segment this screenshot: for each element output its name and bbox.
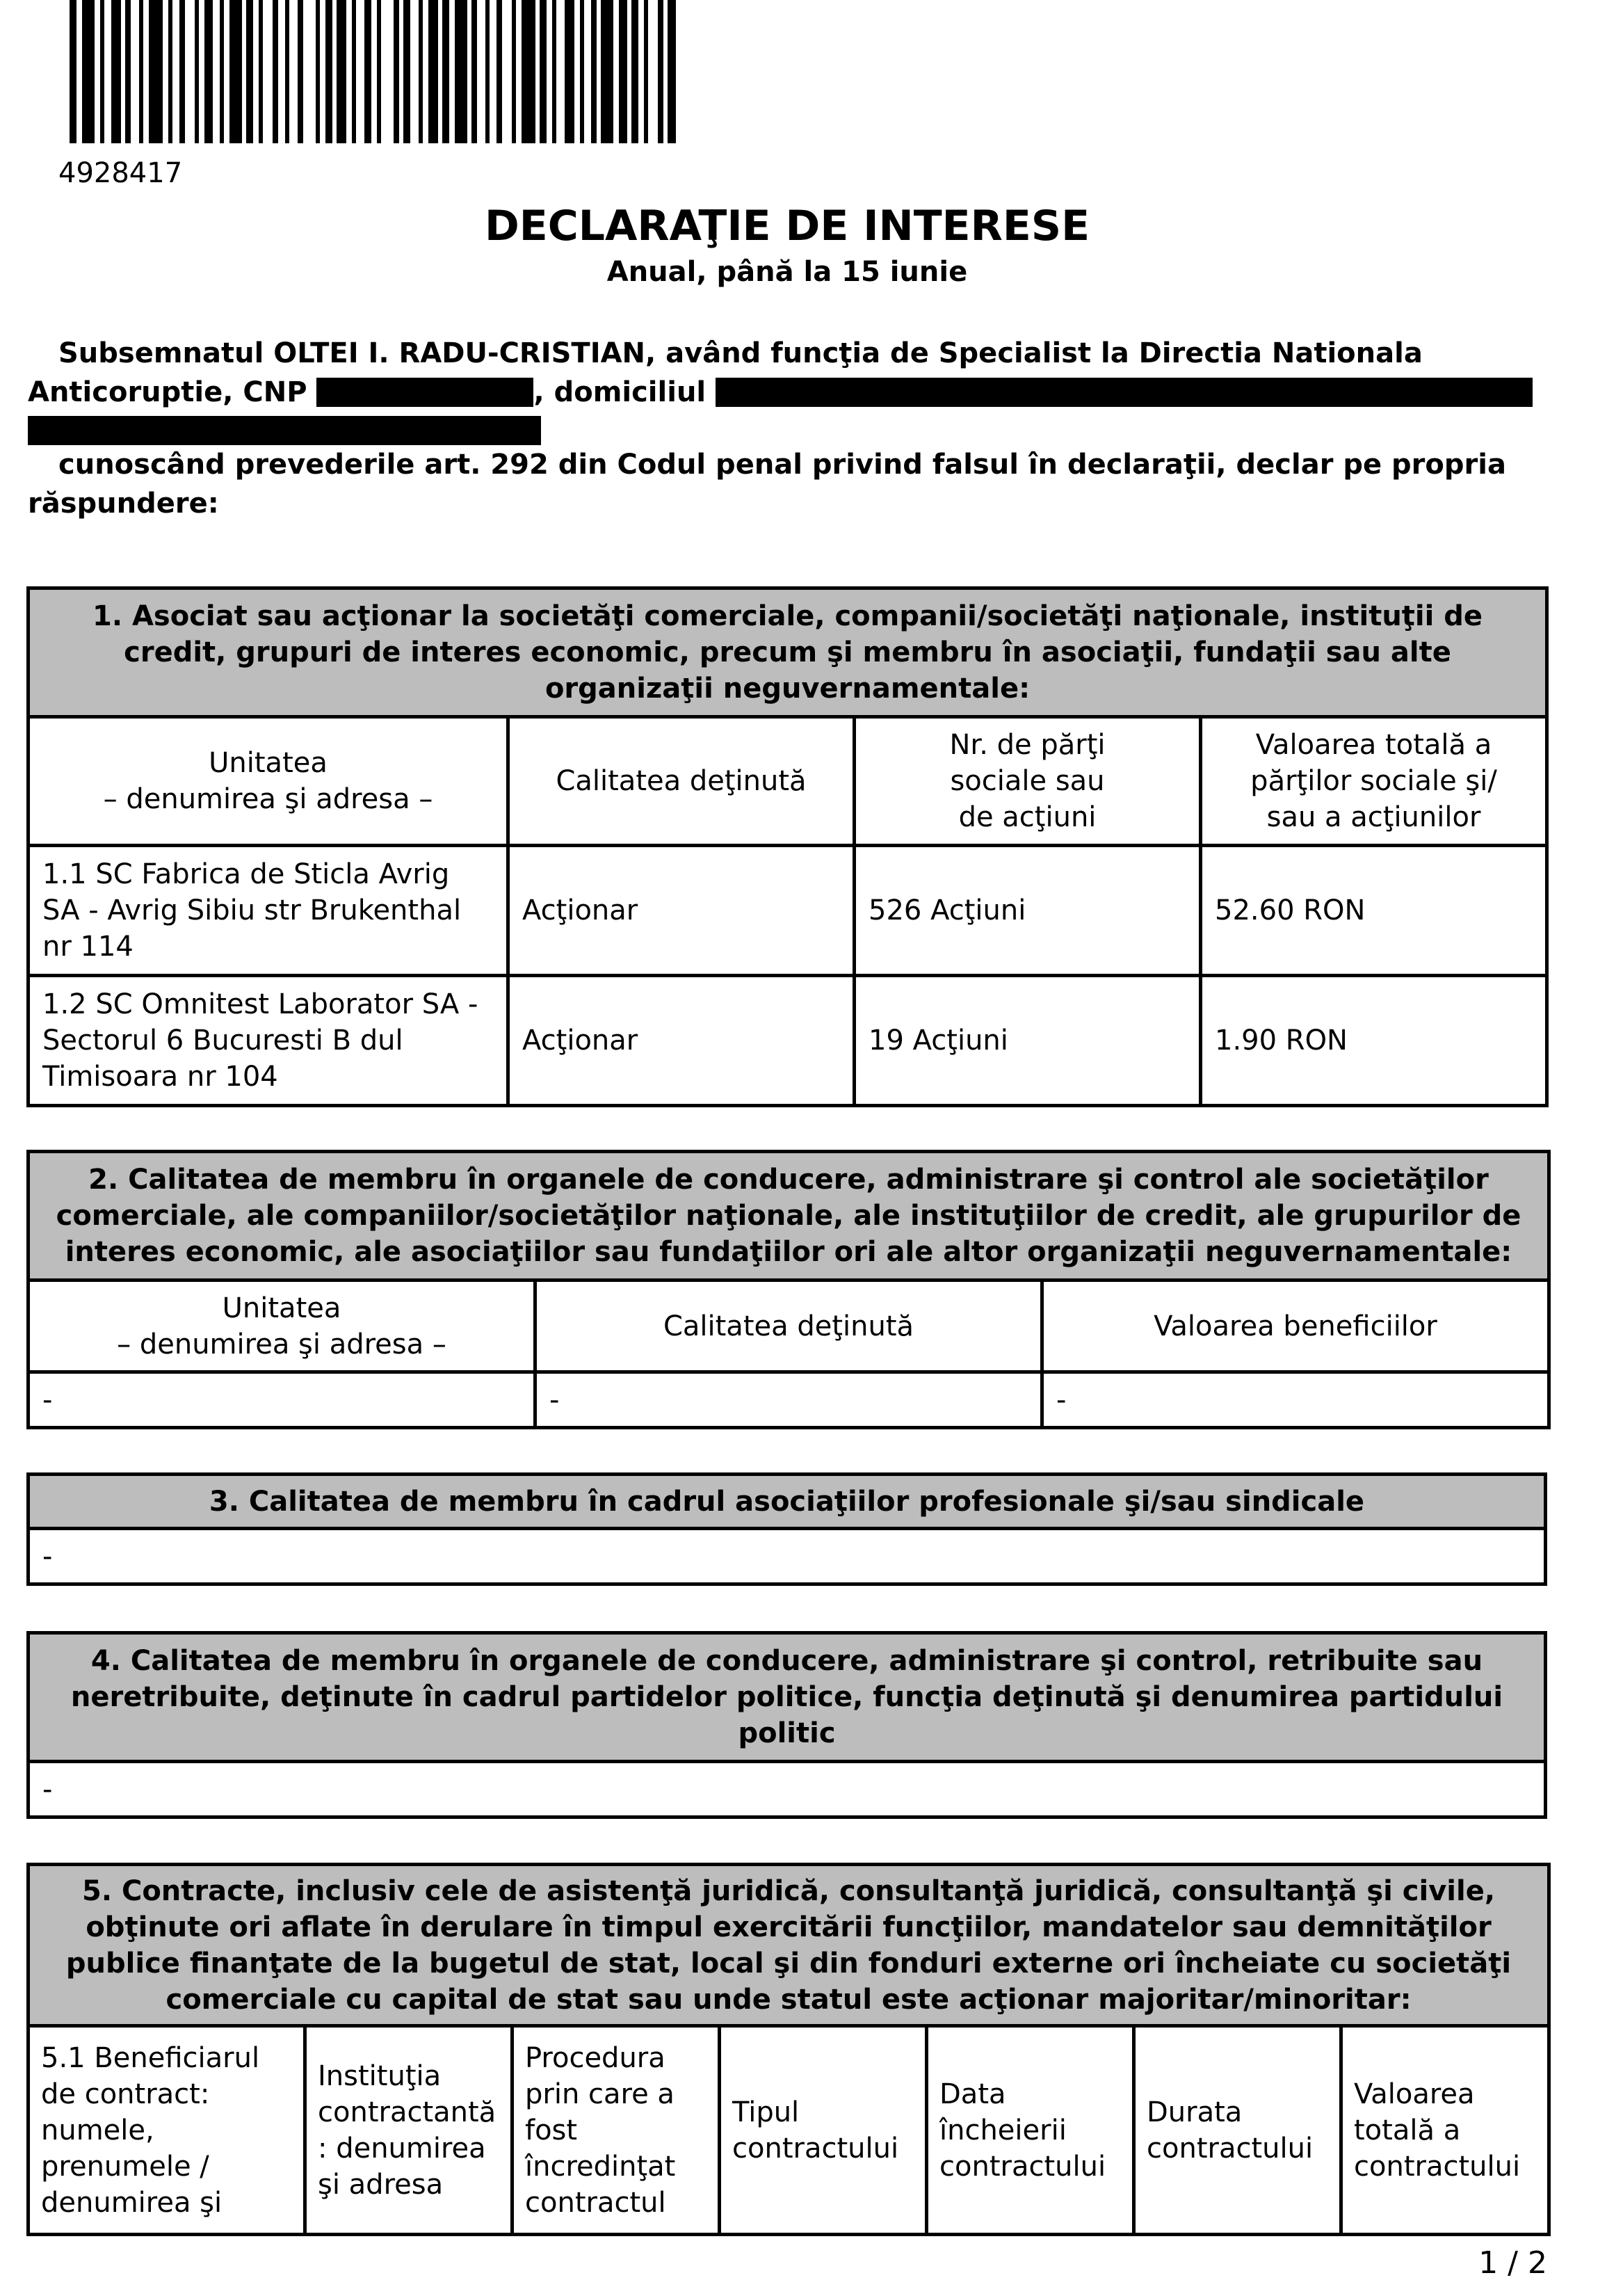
section-3-table	[26, 1472, 1547, 1586]
barcode-bar	[442, 0, 449, 143]
barcode-bar	[449, 0, 455, 143]
barcode-bar	[471, 0, 477, 143]
table-row	[29, 976, 1547, 1106]
barcode-bar	[172, 0, 179, 143]
barcode-bar	[298, 0, 303, 143]
redacted-address-continued	[28, 416, 541, 445]
barcode-bar	[556, 0, 565, 143]
barcode-bar	[246, 0, 253, 143]
barcode-bar	[477, 0, 485, 143]
column-header-durata: Durata contractului	[1134, 2026, 1341, 2235]
barcode-bar	[131, 0, 139, 143]
barcode-bar	[111, 0, 121, 143]
column-header-institutia: Instituţia contractantă : denumirea şi adresa	[305, 2026, 512, 2235]
barcode-bar	[163, 0, 168, 143]
barcode-bar	[403, 0, 410, 143]
section-3-title: 3. Calitatea de membru în cadrul asociaţiilor profesionale şi/sau sindicale	[29, 1475, 1546, 1529]
cell-valoare: -	[1042, 1372, 1549, 1428]
barcode-bar	[213, 0, 220, 143]
redacted-cnp	[316, 378, 533, 407]
cell-unitate: 1.2 SC Omnitest Laborator SA - Sectorul 6 Bucuresti B dul Timisoara nr 104	[29, 976, 508, 1106]
barcode-bar	[676, 0, 683, 143]
column-header-unitate: Unitatea – denumirea şi adresa –	[29, 717, 508, 846]
table-row	[29, 1372, 1549, 1428]
column-header-valoare-beneficii: Valoarea beneficiilor	[1042, 1281, 1549, 1372]
redacted-address	[716, 378, 1533, 407]
cell-valoare: 1.90 RON	[1201, 976, 1547, 1106]
column-header-procedura: Procedura prin care a fost încredinţat contractul	[512, 2026, 720, 2235]
section-2-table	[26, 1150, 1551, 1429]
barcode-bar	[199, 0, 204, 143]
cell-unitate: 1.1 SC Fabrica de Sticla Avrig SA - Avrig Sibiu str Brukenthal nr 114	[29, 846, 508, 976]
column-header-nr-parti: Nr. de părţi sociale sau de acţiuni	[855, 717, 1201, 846]
declaration-intro	[28, 334, 1551, 412]
barcode-bar	[668, 0, 676, 143]
barcode-bar	[490, 0, 496, 143]
cnp-label: Anticoruptie, CNP	[28, 376, 307, 408]
barcode-bar	[565, 0, 574, 143]
barcode-bar	[574, 0, 580, 143]
section-5-title: 5. Contracte, inclusiv cele de asistenţă juridică, consultanţă juridică, consultanţă şi civile, obţinute ori aflate în derulare în timpul exercitării funcţiilor, mandatelor sau demnităţilor publice finanţate de la bugetul de stat, local şi din fonduri externe ori încheiate cu societăţi comerciale cu capital de stat sau unde statul este acţionar majoritar/minoritar:	[29, 1865, 1549, 2026]
barcode-bar	[224, 0, 229, 143]
barcode-bar	[364, 0, 371, 143]
barcode-bar	[547, 0, 552, 143]
section-1-title: 1. Asociat sau acţionar la societăţi comerciale, companii/societăţi naţionale, instituţii de credit, grupuri de interes economic, precum şi membru în asociaţii, fundaţii sau alte organizaţii neguvernamentale:	[29, 588, 1547, 717]
cell-calitate: -	[535, 1372, 1042, 1428]
barcode-bar	[143, 0, 149, 143]
barcode-bar	[263, 0, 273, 143]
table-row	[29, 846, 1547, 976]
section-1-table	[26, 586, 1549, 1107]
barcode-bar	[516, 0, 522, 143]
barcode-bar	[428, 0, 438, 143]
barcode-bar	[371, 0, 377, 143]
column-header-valoare: Valoarea totală a contractului	[1341, 2026, 1549, 2235]
barcode-bar	[356, 0, 364, 143]
barcode-bar	[619, 0, 627, 143]
section-3-value: -	[29, 1529, 1546, 1584]
barcode-bar	[337, 0, 346, 143]
barcode-bar	[185, 0, 195, 143]
column-header-unitate: Unitatea – denumirea şi adresa –	[29, 1281, 535, 1372]
barcode-bar	[204, 0, 213, 143]
barcode-number: 4928417	[58, 157, 183, 189]
column-header-calitate: Calitatea deţinută	[535, 1281, 1042, 1372]
barcode-bar	[601, 0, 613, 143]
barcode-bar	[320, 0, 325, 143]
barcode	[70, 0, 857, 143]
barcode-bar	[496, 0, 502, 143]
barcode-bar	[179, 0, 185, 143]
barcode-bar	[125, 0, 131, 143]
barcode-bar	[253, 0, 259, 143]
barcode-bar	[540, 0, 547, 143]
barcode-bar	[584, 0, 591, 143]
column-header-calitate: Calitatea deţinută	[508, 717, 855, 846]
barcode-bar	[76, 0, 82, 143]
domiciliu-label: , domiciliul	[533, 376, 706, 408]
barcode-bar	[289, 0, 298, 143]
barcode-bar	[502, 0, 512, 143]
column-header-valoare: Valoarea totală a părţilor sociale şi/ sau a acţiunilor	[1201, 717, 1547, 846]
section-4-value: -	[29, 1762, 1546, 1817]
barcode-bar	[658, 0, 663, 143]
barcode-bar	[423, 0, 428, 143]
barcode-bar	[455, 0, 467, 143]
barcode-bar	[70, 0, 76, 143]
barcode-bar	[631, 0, 638, 143]
barcode-bar	[346, 0, 352, 143]
cell-valoare: 52.60 RON	[1201, 846, 1547, 976]
section-4-title: 4. Calitatea de membru în organele de conducere, administrare şi control, retribuite sau neretribuite, deţinute în cadrul partidelor politice, funcţia deţinută şi denumirea partidului politic	[29, 1633, 1546, 1762]
barcode-bar	[303, 0, 316, 143]
intro-line-3: cunoscând prevederile art. 292 din Codul penal privind falsul în declaraţii, declar pe propria răspundere:	[28, 449, 1506, 520]
barcode-bar	[149, 0, 163, 143]
barcode-bar	[648, 0, 658, 143]
cell-calitate: Acţionar	[508, 976, 855, 1106]
barcode-bar	[410, 0, 419, 143]
cell-calitate: Acţionar	[508, 846, 855, 976]
section-2-title: 2. Calitatea de membru în organele de conducere, administrare şi control ale societăţilor comerciale, ale companiilor/societăţilor naţionale, ale instituţiilor de credit, ale grupurilor de interes economic, ale asociaţiilor sau fundaţiilor ori ale altor organizaţii neguvernamentale:	[29, 1152, 1549, 1281]
barcode-bar	[95, 0, 100, 143]
column-header-beneficiar: 5.1 Beneficiarul de contract: numele, prenumele / denumirea şi	[29, 2026, 305, 2235]
barcode-bar	[325, 0, 332, 143]
barcode-bar	[273, 0, 278, 143]
cell-nr-parti: 19 Acţiuni	[855, 976, 1201, 1106]
cell-unitate: -	[29, 1372, 535, 1428]
column-header-data: Data încheierii contractului	[927, 2026, 1134, 2235]
barcode-bar	[278, 0, 285, 143]
barcode-bar	[104, 0, 111, 143]
barcode-bar	[591, 0, 597, 143]
intro-line-1: Subsemnatul OLTEI I. RADU-CRISTIAN, având funcţia de Specialist la Directia Nationala	[58, 337, 1423, 369]
document-title: DECLARAŢIE DE INTERESE	[484, 202, 1090, 250]
barcode-bar	[381, 0, 394, 143]
document-subtitle: Anual, până la 15 iunie	[606, 256, 968, 288]
barcode-bar	[522, 0, 535, 143]
barcode-bar	[613, 0, 619, 143]
section-4-table	[26, 1631, 1547, 1819]
cell-nr-parti: 526 Acţiuni	[855, 846, 1201, 976]
barcode-bar	[82, 0, 95, 143]
section-5-table	[26, 1863, 1551, 2236]
barcode-bar	[638, 0, 644, 143]
barcode-bar	[394, 0, 399, 143]
page-number: 1 / 2	[1478, 2245, 1547, 2281]
column-header-tipul: Tipul contractului	[720, 2026, 927, 2235]
barcode-bar	[229, 0, 242, 143]
